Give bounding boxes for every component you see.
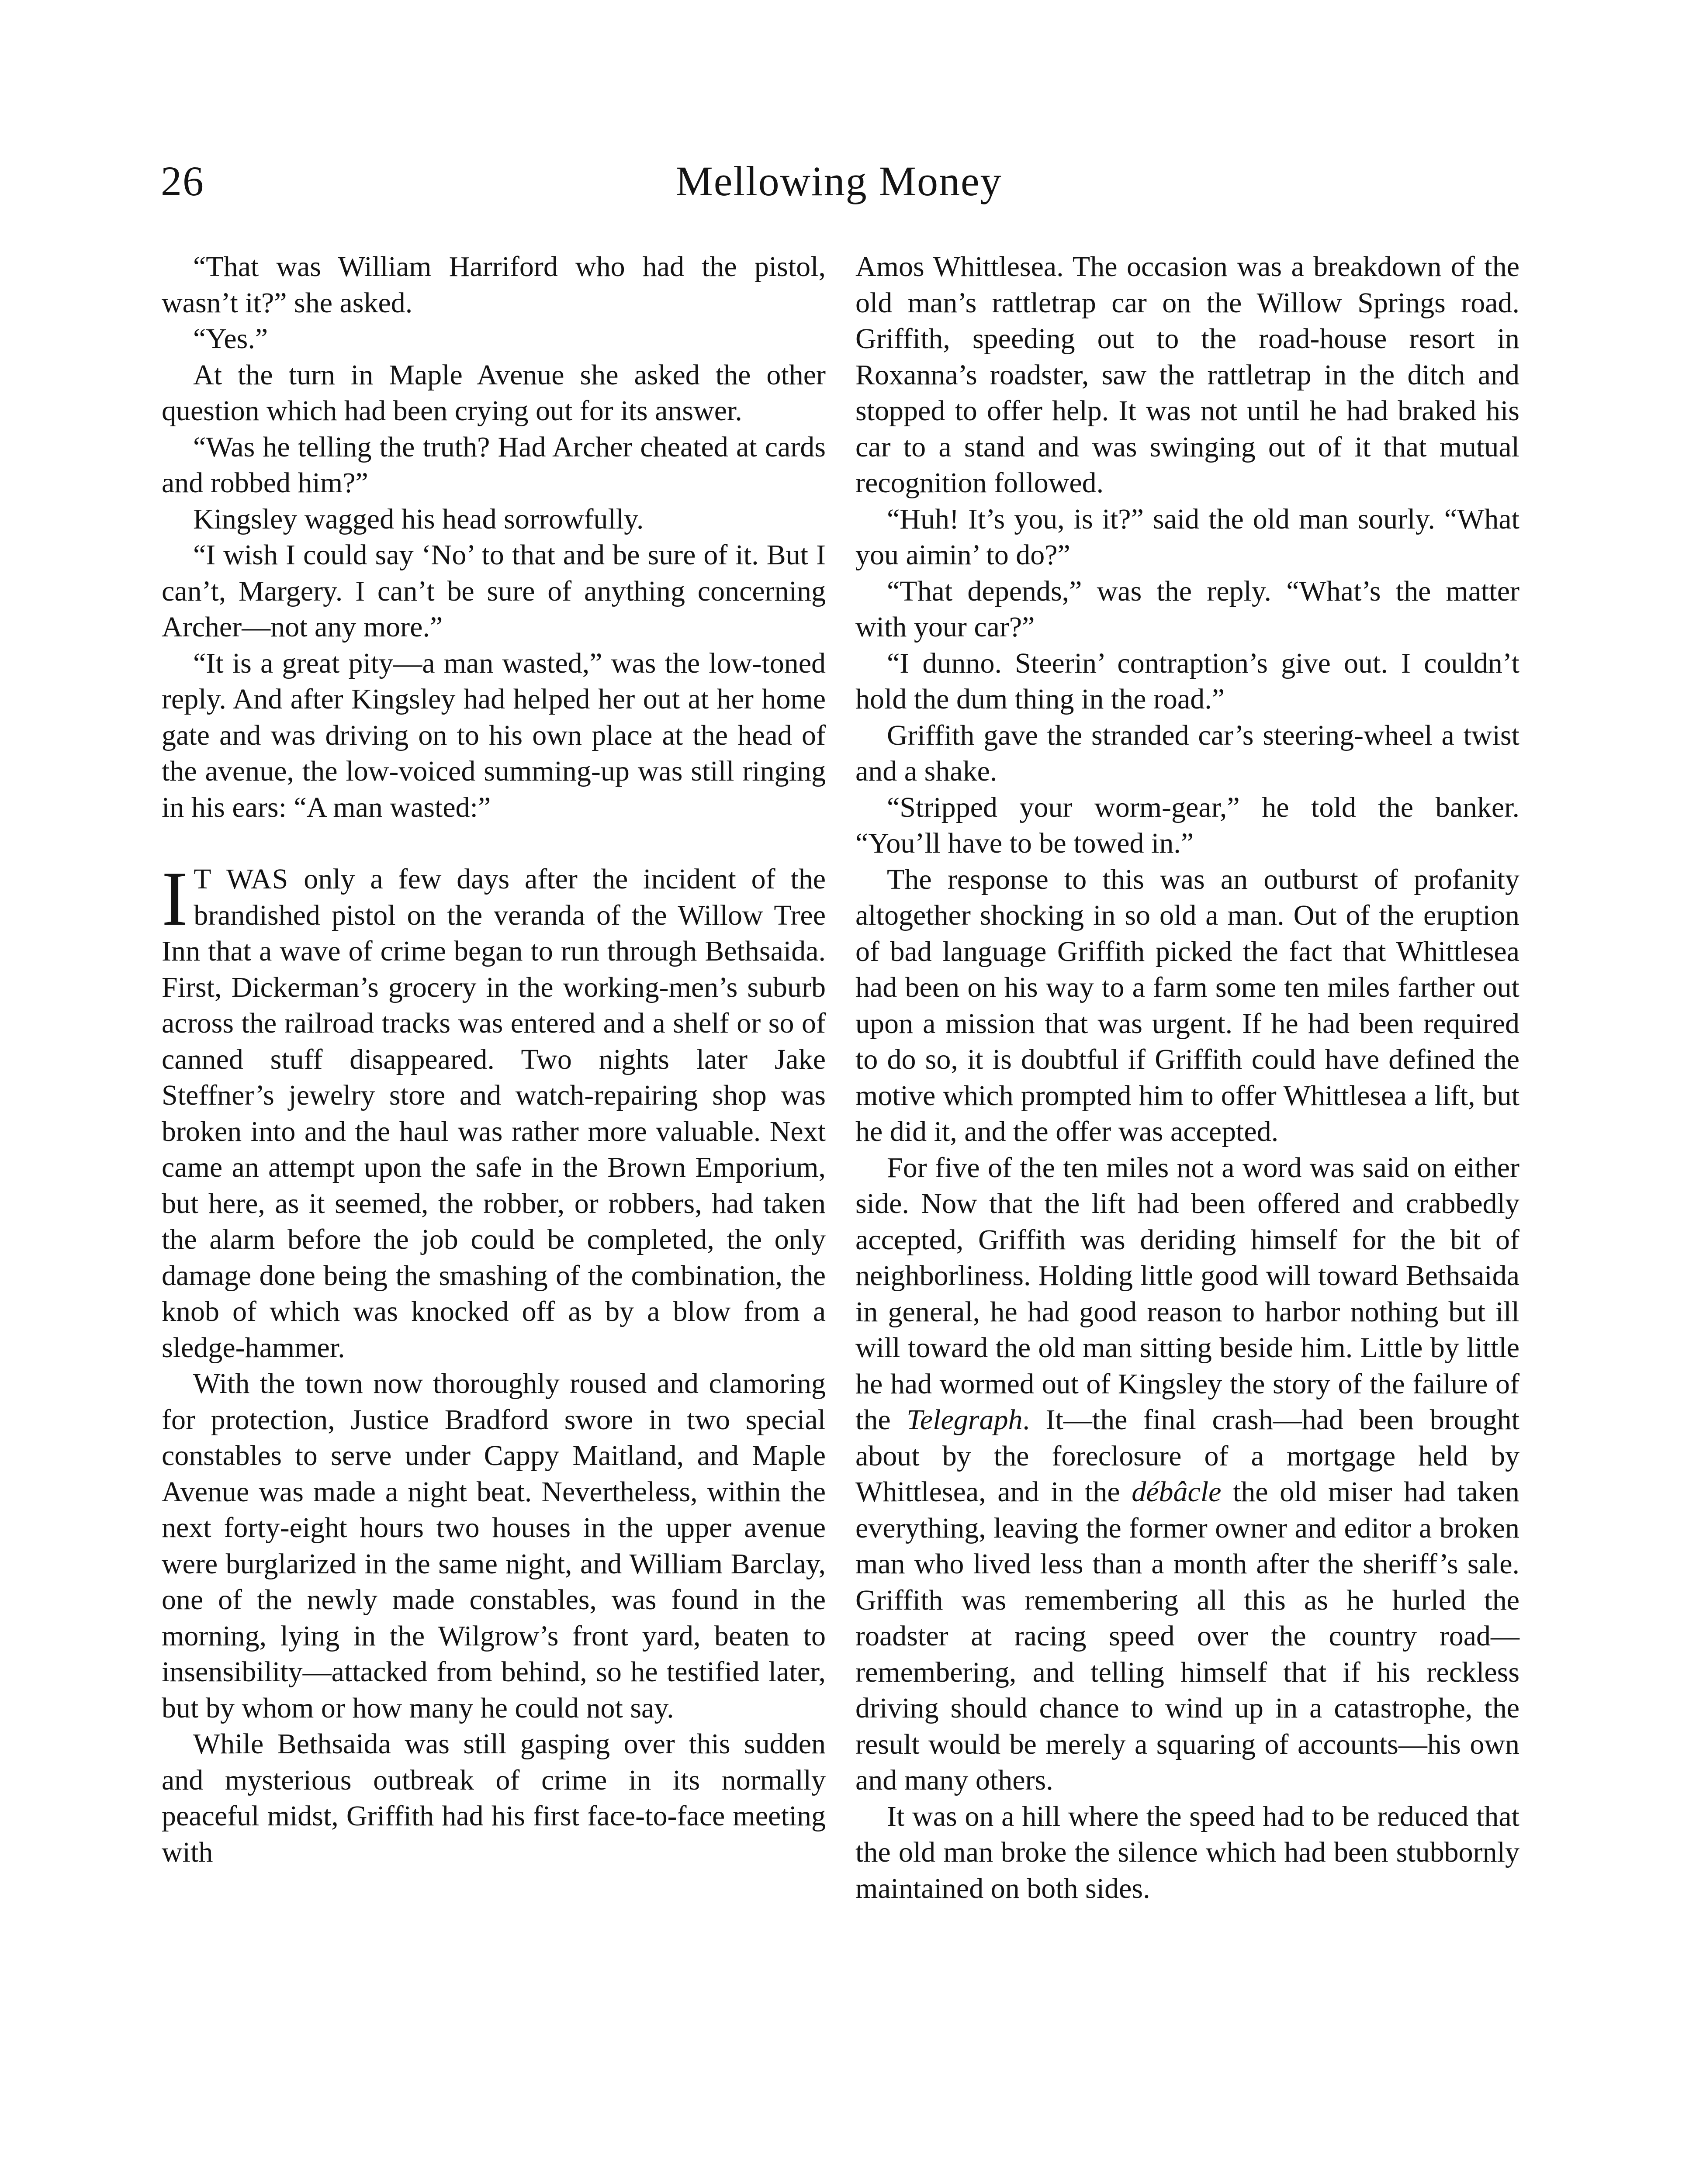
left-column: [162, 249, 826, 1870]
italic-title: Telegraph: [907, 1404, 1023, 1436]
paragraph: While Bethsaida was still gasping over this sudden and mysterious outbreak of crime in its normally peaceful midst, Griffith had his first face-to-face meeting with: [162, 1728, 826, 1868]
paragraph: “I wish I could say ‘No’ to that and be sure of it. But I can’t, Margery. I can’t be sure of anything concerning Archer—not any more.”: [162, 539, 826, 643]
text-run: the old miser had taken everything, leaving the former owner and editor a broken man who lived less than a month after the sheriff’s sale. Griffith was remembering all this as he hurled the roadster at racing speed over the country road—remembering, and telling himself that if his reckless driving should chance to wind up in a catastrophe, the result would be merely a squaring of accounts—his own and many others.: [855, 1476, 1519, 1796]
paragraph: “I dunno. Steerin’ contraption’s give out. I couldn’t hold the dum thing in the road.”: [855, 647, 1519, 715]
paragraph: Griffith gave the stranded car’s steering-wheel a twist and a shake.: [855, 719, 1519, 787]
paragraph: Kingsley wagged his head sorrowfully.: [193, 503, 644, 535]
section-opening-paragraph: [162, 855, 826, 1366]
paragraph: “Was he telling the truth? Had Archer cheated at cards and robbed him?”: [162, 431, 826, 499]
paragraph: “Yes.”: [193, 323, 268, 355]
page-number: 26: [161, 158, 204, 204]
paragraph: “That depends,” was the reply. “What’s the matter with your car?”: [855, 575, 1519, 643]
text-run: For five of the ten miles not a word was said on either side. Now that the lift had been offered and crabbedly accepted, Griffith was deriding himself for the bit of neighborliness. Holding little good will toward Bethsaida in general, he had good reason to harbor nothing but ill will toward the old man sitting beside him. Little by little he had wormed out of Kingsley the story of the failure of the: [855, 1151, 1519, 1436]
paragraph: “It is a great pity—a man wasted,” was the low-toned reply. And after Kingsley had helped her out at her home gate and was driving on to his own place at the head of the avenue, the low-voiced summing-up was still ringing in his ears: “A man wasted:”: [162, 647, 826, 823]
page-header: [149, 151, 1529, 212]
paragraph: The response to this was an outburst of profanity altogether shocking in so old a man. Out of the eruption of bad language Griffith picked the fact that Whittlesea had been on his way to a farm some ten miles farther out upon a mission that was urgent. If he had been required to do so, it is doubtful if Griffith could have defined the motive which prompted him to offer Whittlesea a lift, but he did it, and the offer was accepted.: [855, 863, 1519, 1147]
italic-word: débâcle: [1132, 1476, 1222, 1508]
paragraph: [855, 1150, 1519, 1799]
paragraph: “That was William Harriford who had the pistol, wasn’t it?” she asked.: [162, 251, 826, 319]
paragraph: It was on a hill where the speed had to be reduced that the old man broke the silence which had been stubbornly maintained on both sides.: [855, 1800, 1519, 1904]
drop-cap: I: [162, 855, 188, 942]
section-opening-text: only a few days after the incident of the brandished pistol on the veranda of the Willow Tree Inn that a wave of crime began to run through Bethsaida. First, Dickerman’s grocery in the working-men’s suburb across the railroad tracks was entered and a shelf or so of canned stuff disappeared. Two nights later Jake Steffner’s jewelry store and watch-repairing shop was broken into and the haul was rather more valuable. Next came an attempt upon the safe in the Brown Emporium, but here, as it seemed, the robber, or robbers, had taken the alarm before the job could be completed, the only damage done being the smashing of the combination, the knob of which was knocked off as by a blow from a sledge-hammer.: [162, 863, 826, 1364]
continued-paragraph: Amos Whittlesea. The occasion was a breakdown of the old man’s rattletrap car on the Willow Springs road. Griffith, speeding out to the road-house resort in Roxanna’s roadster, saw the rattletrap in the ditch and stopped to offer help. It was not until he had braked his car to a stand and was swinging out of it that mutual recognition followed.: [855, 251, 1519, 499]
paragraph: “Huh! It’s you, is it?” said the old man sourly. “What you aimin’ to do?”: [855, 503, 1519, 571]
right-column: [855, 249, 1519, 1907]
paragraph: “Stripped your worm-gear,” he told the banker. “You’ll have to be towed in.”: [855, 791, 1519, 859]
paragraph: With the town now thoroughly roused and clamoring for protection, Justice Bradford swore in two special constables to serve under Cappy Maitland, and Maple Avenue was made a night beat. Nevertheless, within the next forty-eight hours two houses in the upper avenue were burglarized in the same night, and William Barclay, one of the newly made constables, was found in the morning, lying in the Wilgrow’s front yard, beaten to insensibility—attacked from behind, so he testified later, but by whom or how many he could not say.: [162, 1368, 826, 1724]
running-title: Mellowing Money: [675, 158, 1002, 204]
paragraph: At the turn in Maple Avenue she asked the other question which had been crying out for its answer.: [162, 359, 826, 427]
section-lead-caps: T WAS: [194, 863, 289, 895]
text-run: . It—the final crash—had been brought about by the foreclosure of a mortgage held by Whittlesea, and in the: [855, 1404, 1520, 1508]
